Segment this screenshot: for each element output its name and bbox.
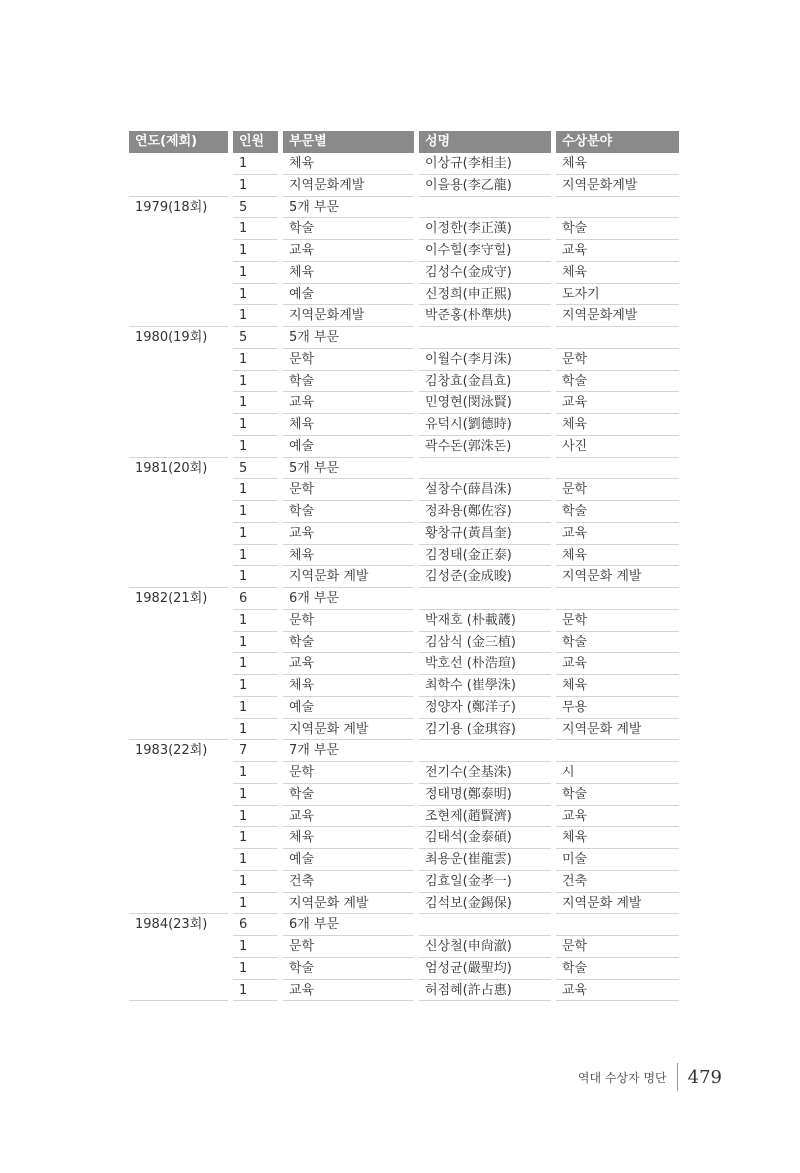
- cell-field: 시: [556, 762, 679, 784]
- table-row: [129, 980, 684, 1002]
- cell-name: 조현제(趙賢濟): [419, 806, 551, 828]
- cell-category: 교육: [283, 523, 414, 545]
- table-row: [129, 610, 684, 632]
- table-row: [129, 153, 684, 175]
- cell-category: 체육: [283, 153, 414, 175]
- header-count: 인원: [233, 131, 278, 153]
- cell-year: [129, 762, 228, 784]
- cell-name: 설창수(薛昌洙): [419, 479, 551, 501]
- cell-category: 체육: [283, 545, 414, 567]
- cell-year: [129, 632, 228, 654]
- page-number: 479: [687, 1066, 722, 1088]
- cell-field: 교육: [556, 806, 679, 828]
- header-year: 연도(제회): [129, 131, 228, 153]
- cell-field: 건축: [556, 871, 679, 893]
- cell-category: 6개 부문: [283, 914, 414, 936]
- table-header: [129, 131, 684, 153]
- cell-field: [556, 914, 679, 936]
- cell-name: 정양자 (鄭洋子): [419, 697, 551, 719]
- cell-count: 1: [233, 980, 278, 1002]
- cell-year: [129, 414, 228, 436]
- table-row: [129, 284, 684, 306]
- cell-count: 1: [233, 958, 278, 980]
- cell-year: 1979(18회): [135, 199, 208, 215]
- table-row: [129, 936, 684, 958]
- header-category: 부문별: [283, 131, 414, 153]
- cell-name: 박준홍(朴準烘): [419, 305, 551, 327]
- cell-count: 1: [233, 784, 278, 806]
- table-row: [129, 588, 684, 610]
- cell-year: [129, 545, 228, 567]
- cell-category: 예술: [283, 849, 414, 871]
- cell-name: 이을용(李乙龍): [419, 175, 551, 197]
- cell-field: [556, 458, 679, 480]
- table-row: [129, 719, 684, 741]
- cell-field: 체육: [556, 827, 679, 849]
- cell-count: 1: [233, 284, 278, 306]
- page-footer: [578, 1062, 722, 1092]
- cell-field: 학술: [556, 958, 679, 980]
- table-row: [129, 653, 684, 675]
- cell-year: [129, 871, 228, 893]
- cell-field: 지역문화계발: [556, 305, 679, 327]
- cell-year: [129, 501, 228, 523]
- cell-field: 교육: [556, 523, 679, 545]
- cell-count: 1: [233, 153, 278, 175]
- cell-year: [129, 719, 228, 741]
- cell-field: 학술: [556, 501, 679, 523]
- cell-count: 1: [233, 936, 278, 958]
- table-row: [129, 958, 684, 980]
- cell-category: 문학: [283, 610, 414, 632]
- cell-category: 체육: [283, 262, 414, 284]
- cell-category: 학술: [283, 501, 414, 523]
- table-row: [129, 871, 684, 893]
- cell-category: 7개 부문: [283, 740, 414, 762]
- cell-field: 학술: [556, 218, 679, 240]
- table-row: [129, 893, 684, 915]
- cell-year: [129, 653, 228, 675]
- cell-name: 민영현(閔泳賢): [419, 392, 551, 414]
- cell-year: 1984(23회): [135, 917, 208, 933]
- cell-category: 5개 부문: [283, 197, 414, 219]
- cell-category: 예술: [283, 436, 414, 458]
- cell-category: 지역문화 계발: [283, 893, 414, 915]
- cell-field: [556, 327, 679, 349]
- cell-name: 정태명(鄭泰明): [419, 784, 551, 806]
- table-row: [129, 327, 684, 349]
- awardees-table: [129, 131, 684, 1001]
- table-body: [129, 153, 684, 1001]
- cell-field: 문학: [556, 610, 679, 632]
- cell-field: 학술: [556, 784, 679, 806]
- table-row: [129, 762, 684, 784]
- table-row: [129, 632, 684, 654]
- table-row: [129, 566, 684, 588]
- table-row: [129, 240, 684, 262]
- cell-year: [129, 392, 228, 414]
- table-row: [129, 305, 684, 327]
- table-row: [129, 523, 684, 545]
- table-row: [129, 501, 684, 523]
- cell-category: 6개 부문: [283, 588, 414, 610]
- cell-field: 무용: [556, 697, 679, 719]
- cell-category: 5개 부문: [283, 327, 414, 349]
- cell-count: 1: [233, 653, 278, 675]
- cell-category: 예술: [283, 697, 414, 719]
- cell-count: 1: [233, 218, 278, 240]
- cell-category: 교육: [283, 653, 414, 675]
- cell-name: 엄성균(嚴聖均): [419, 958, 551, 980]
- cell-field: 사진: [556, 436, 679, 458]
- cell-category: 문학: [283, 349, 414, 371]
- table-row: [129, 349, 684, 371]
- cell-category: 학술: [283, 784, 414, 806]
- cell-count: 6: [233, 914, 278, 936]
- cell-count: 1: [233, 392, 278, 414]
- cell-year: 1981(20회): [135, 460, 208, 476]
- cell-name: 유덕시(劉德時): [419, 414, 551, 436]
- cell-year: 1982(21회): [135, 591, 208, 606]
- cell-name: 김효일(金孝一): [419, 871, 551, 893]
- cell-count: 1: [233, 697, 278, 719]
- cell-year: [129, 980, 228, 1002]
- cell-name: [419, 740, 551, 762]
- cell-name: [419, 327, 551, 349]
- cell-name: 허점혜(許占惠): [419, 980, 551, 1002]
- table-row: [129, 914, 684, 936]
- cell-count: 1: [233, 871, 278, 893]
- table-row: [129, 218, 684, 240]
- cell-count: 7: [233, 740, 278, 762]
- cell-name: 이정한(李正漢): [419, 218, 551, 240]
- cell-category: 5개 부문: [283, 458, 414, 480]
- cell-field: 문학: [556, 349, 679, 371]
- cell-year: [129, 523, 228, 545]
- header-name: 성명: [419, 131, 551, 153]
- cell-count: 1: [233, 545, 278, 567]
- cell-year: [129, 675, 228, 697]
- cell-field: 교육: [556, 653, 679, 675]
- cell-name: 박호선 (朴浩瑄): [419, 653, 551, 675]
- cell-field: 도자기: [556, 284, 679, 306]
- cell-name: 김창효(金昌효): [419, 371, 551, 393]
- cell-year: [129, 218, 228, 240]
- cell-field: 체육: [556, 414, 679, 436]
- cell-year: 1980(19회): [135, 330, 208, 345]
- table-row: [129, 175, 684, 197]
- table-row: [129, 458, 684, 480]
- footer-title: 역대 수상자 명단: [577, 1070, 667, 1085]
- cell-field: 체육: [556, 545, 679, 567]
- cell-field: 교육: [556, 980, 679, 1002]
- cell-name: 최용운(崔龍雲): [419, 849, 551, 871]
- cell-year: [129, 784, 228, 806]
- cell-count: 1: [233, 719, 278, 741]
- cell-year: [129, 284, 228, 306]
- cell-field: 체육: [556, 153, 679, 175]
- cell-field: [556, 197, 679, 219]
- cell-count: 1: [233, 371, 278, 393]
- cell-year: [129, 849, 228, 871]
- cell-name: 김정태(金正泰): [419, 545, 551, 567]
- cell-count: 1: [233, 610, 278, 632]
- cell-name: 정좌용(鄭佐容): [419, 501, 551, 523]
- cell-count: 1: [233, 305, 278, 327]
- footer-divider: [677, 1063, 678, 1091]
- cell-count: 5: [233, 458, 278, 480]
- cell-field: 교육: [556, 240, 679, 262]
- cell-count: 1: [233, 349, 278, 371]
- cell-category: 학술: [283, 371, 414, 393]
- cell-category: 지역문화 계발: [283, 566, 414, 588]
- cell-count: 5: [233, 197, 278, 219]
- cell-name: 신상철(申尙澈): [419, 936, 551, 958]
- table-row: [129, 806, 684, 828]
- table-row: [129, 371, 684, 393]
- table-row: [129, 740, 684, 762]
- cell-year: [129, 479, 228, 501]
- cell-field: 학술: [556, 371, 679, 393]
- cell-name: 신정희(申正熙): [419, 284, 551, 306]
- table-row: [129, 392, 684, 414]
- cell-name: [419, 458, 551, 480]
- cell-count: 1: [233, 675, 278, 697]
- cell-category: 학술: [283, 632, 414, 654]
- cell-field: 지역문화 계발: [556, 893, 679, 915]
- cell-category: 교육: [283, 980, 414, 1002]
- cell-category: 체육: [283, 827, 414, 849]
- cell-year: [129, 827, 228, 849]
- cell-field: 지역문화 계발: [556, 719, 679, 741]
- cell-year: [129, 610, 228, 632]
- cell-name: 김삼식 (金三植): [419, 632, 551, 654]
- table-row: [129, 197, 684, 219]
- cell-field: [556, 740, 679, 762]
- cell-name: 김태석(金泰碩): [419, 827, 551, 849]
- cell-name: 김기용 (金琪容): [419, 719, 551, 741]
- cell-field: 미술: [556, 849, 679, 871]
- cell-name: 박재호 (朴載頀): [419, 610, 551, 632]
- cell-name: [419, 914, 551, 936]
- table-row: [129, 479, 684, 501]
- cell-year: [129, 958, 228, 980]
- cell-category: 학술: [283, 218, 414, 240]
- table-row: [129, 849, 684, 871]
- cell-name: 전기수(全基洙): [419, 762, 551, 784]
- cell-year: [129, 262, 228, 284]
- cell-field: 문학: [556, 479, 679, 501]
- cell-name: 김성준(金成晙): [419, 566, 551, 588]
- cell-category: 체육: [283, 414, 414, 436]
- table-row: [129, 697, 684, 719]
- cell-category: 학술: [283, 958, 414, 980]
- cell-year: [129, 806, 228, 828]
- cell-year: 1983(22회): [135, 743, 208, 759]
- table-row: [129, 414, 684, 436]
- cell-field: [556, 588, 679, 610]
- table-row: [129, 675, 684, 697]
- table-row: [129, 784, 684, 806]
- cell-name: 최학수 (崔學洙): [419, 675, 551, 697]
- cell-name: 김성수(金成守): [419, 262, 551, 284]
- cell-count: 1: [233, 240, 278, 262]
- cell-count: 1: [233, 806, 278, 828]
- cell-field: 교육: [556, 392, 679, 414]
- cell-count: 1: [233, 762, 278, 784]
- cell-count: 5: [233, 327, 278, 349]
- cell-year: [129, 349, 228, 371]
- cell-field: 체육: [556, 675, 679, 697]
- cell-year: [129, 893, 228, 915]
- cell-category: 교육: [283, 392, 414, 414]
- cell-count: 1: [233, 479, 278, 501]
- cell-year: [129, 936, 228, 958]
- cell-count: 1: [233, 436, 278, 458]
- cell-category: 체육: [283, 675, 414, 697]
- cell-name: [419, 197, 551, 219]
- cell-field: 체육: [556, 262, 679, 284]
- cell-name: [419, 588, 551, 610]
- cell-category: 문학: [283, 936, 414, 958]
- cell-category: 지역문화 계발: [283, 719, 414, 741]
- cell-count: 1: [233, 849, 278, 871]
- table-row: [129, 827, 684, 849]
- cell-field: 학술: [556, 632, 679, 654]
- cell-field: 지역문화 계발: [556, 566, 679, 588]
- cell-count: 1: [233, 893, 278, 915]
- cell-category: 교육: [283, 240, 414, 262]
- cell-name: 이수힐(李守힐): [419, 240, 551, 262]
- cell-year: [129, 305, 228, 327]
- cell-name: 황창규(黃昌奎): [419, 523, 551, 545]
- cell-year: [129, 436, 228, 458]
- cell-year: [129, 566, 228, 588]
- cell-count: 1: [233, 414, 278, 436]
- table-row: [129, 545, 684, 567]
- cell-year: [129, 697, 228, 719]
- cell-year: [129, 153, 228, 175]
- table-row: [129, 436, 684, 458]
- cell-count: 1: [233, 523, 278, 545]
- table-row: [129, 262, 684, 284]
- cell-name: 김석보(金錫保): [419, 893, 551, 915]
- cell-name: 곽수돈(郭洙돈): [419, 436, 551, 458]
- cell-count: 1: [233, 827, 278, 849]
- cell-year: [129, 240, 228, 262]
- cell-count: 1: [233, 501, 278, 523]
- cell-category: 교육: [283, 806, 414, 828]
- cell-name: 이상규(李相圭): [419, 153, 551, 175]
- cell-category: 건축: [283, 871, 414, 893]
- cell-category: 지역문화계발: [283, 175, 414, 197]
- cell-field: 지역문화계발: [556, 175, 679, 197]
- cell-count: 6: [233, 588, 278, 610]
- cell-year: [129, 371, 228, 393]
- cell-field: 문학: [556, 936, 679, 958]
- cell-category: 문학: [283, 762, 414, 784]
- cell-count: 1: [233, 566, 278, 588]
- cell-name: 이월수(李月洙): [419, 349, 551, 371]
- cell-category: 지역문화계발: [283, 305, 414, 327]
- cell-category: 예술: [283, 284, 414, 306]
- cell-year: [129, 175, 228, 197]
- cell-category: 문학: [283, 479, 414, 501]
- cell-count: 1: [233, 262, 278, 284]
- cell-count: 1: [233, 175, 278, 197]
- cell-count: 1: [233, 632, 278, 654]
- header-field: 수상분야: [556, 131, 679, 153]
